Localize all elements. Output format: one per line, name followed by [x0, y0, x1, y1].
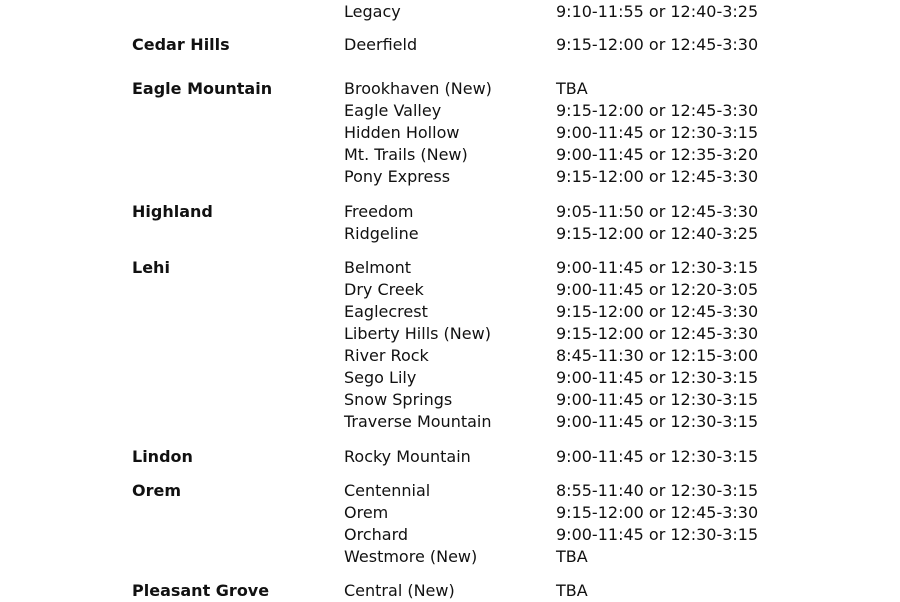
school-name: River Rock [344, 346, 429, 365]
school-name: Belmont [344, 258, 412, 277]
city-name: Cedar Hills [132, 35, 230, 54]
table-row [0, 279, 900, 301]
table-row [0, 480, 900, 502]
table-row [0, 446, 900, 468]
school-name: Dry Creek [344, 280, 424, 299]
table-row [0, 201, 900, 223]
session-times: 9:15-12:00 or 12:45-3:30 [556, 302, 759, 321]
session-times: 9:00-11:45 or 12:30-3:15 [556, 412, 759, 431]
school-name: Orchard [344, 525, 409, 544]
school-name: Snow Springs [344, 390, 453, 409]
table-row [0, 1, 900, 23]
session-times: 9:15-12:00 or 12:45-3:30 [556, 167, 759, 186]
session-times: 8:45-11:30 or 12:15-3:00 [556, 346, 759, 365]
table-row [0, 257, 900, 279]
session-times: 9:00-11:45 or 12:20-3:05 [556, 280, 759, 299]
school-name: Liberty Hills (New) [344, 324, 491, 343]
city-name: Pleasant Grove [132, 581, 270, 600]
table-row [0, 34, 900, 56]
school-name: Legacy [344, 2, 401, 21]
session-times: 8:55-11:40 or 12:30-3:15 [556, 481, 759, 500]
session-times: 9:00-11:45 or 12:30-3:15 [556, 123, 759, 142]
table-row [0, 524, 900, 546]
session-times: 9:15-12:00 or 12:45-3:30 [556, 324, 759, 343]
school-name: Pony Express [344, 167, 451, 186]
school-name: Centennial [344, 481, 431, 500]
session-times: 9:00-11:45 or 12:35-3:20 [556, 145, 759, 164]
table-row [0, 122, 900, 144]
school-name: Central (New) [344, 581, 455, 600]
school-name: Freedom [344, 202, 414, 221]
table-row [0, 223, 900, 245]
school-name: Sego Lily [344, 368, 417, 387]
table-row [0, 580, 900, 602]
school-name: Mt. Trails (New) [344, 145, 468, 164]
table-row [0, 345, 900, 367]
session-times: 9:15-12:00 or 12:45-3:30 [556, 35, 759, 54]
school-name: Rocky Mountain [344, 447, 471, 466]
table-row [0, 301, 900, 323]
school-name: Hidden Hollow [344, 123, 460, 142]
table-row [0, 100, 900, 122]
school-name: Brookhaven (New) [344, 79, 492, 98]
school-name: Eagle Valley [344, 101, 442, 120]
city-name: Lehi [132, 258, 170, 277]
table-row [0, 144, 900, 166]
table-row [0, 166, 900, 188]
session-times: TBA [556, 79, 588, 98]
city-name: Eagle Mountain [132, 79, 273, 98]
table-row [0, 502, 900, 524]
session-times: 9:00-11:45 or 12:30-3:15 [556, 447, 759, 466]
city-name: Highland [132, 202, 213, 221]
table-row [0, 546, 900, 568]
session-times: 9:00-11:45 or 12:30-3:15 [556, 258, 759, 277]
session-times: TBA [556, 547, 588, 566]
city-name: Lindon [132, 447, 193, 466]
school-name: Eaglecrest [344, 302, 428, 321]
table-row [0, 78, 900, 100]
school-name: Ridgeline [344, 224, 419, 243]
city-name: Orem [132, 481, 182, 500]
session-times: 9:15-12:00 or 12:40-3:25 [556, 224, 759, 243]
table-row [0, 323, 900, 345]
school-name: Westmore (New) [344, 547, 478, 566]
session-times: 9:00-11:45 or 12:30-3:15 [556, 368, 759, 387]
table-row [0, 411, 900, 433]
session-times: 9:00-11:45 or 12:30-3:15 [556, 525, 759, 544]
session-times: 9:15-12:00 or 12:45-3:30 [556, 101, 759, 120]
session-times: 9:15-12:00 or 12:45-3:30 [556, 503, 759, 522]
table-row [0, 389, 900, 411]
school-name: Deerfield [344, 35, 418, 54]
session-times: 9:10-11:55 or 12:40-3:25 [556, 2, 759, 21]
session-times: 9:05-11:50 or 12:45-3:30 [556, 202, 759, 221]
school-name: Orem [344, 503, 389, 522]
table-row [0, 367, 900, 389]
session-times: 9:00-11:45 or 12:30-3:15 [556, 390, 759, 409]
session-times: TBA [556, 581, 588, 600]
school-name: Traverse Mountain [344, 412, 492, 431]
